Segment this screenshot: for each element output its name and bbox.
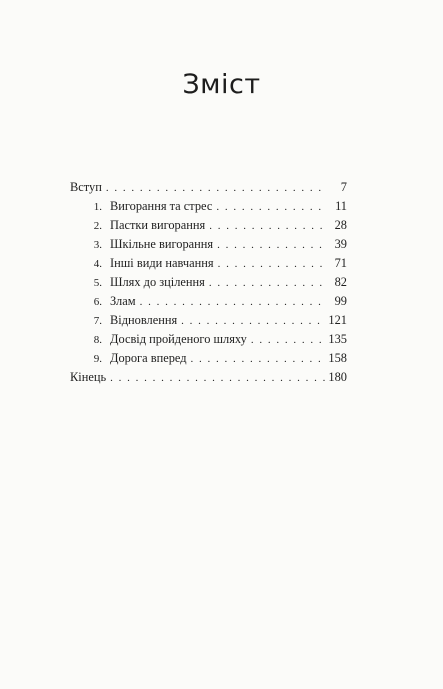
toc-entry-number: 5. — [93, 277, 102, 289]
dot-leader — [110, 369, 325, 386]
dot-leader — [251, 331, 325, 348]
toc-entry-chapter-9[interactable] — [86, 349, 347, 367]
toc-entry-chapter-6[interactable] — [86, 292, 347, 310]
dot-leader — [217, 236, 325, 253]
toc-entry-chapter-8[interactable] — [86, 330, 347, 348]
toc-entry-label: Досвід пройденого шляху — [110, 332, 247, 346]
toc-entry-chapter-5[interactable] — [86, 273, 347, 291]
dot-leader — [218, 255, 325, 272]
toc-entry-label: Кінець — [70, 370, 107, 384]
toc-entry-number: 2. — [93, 220, 102, 232]
dot-leader — [209, 217, 325, 234]
toc-entry-page: 7 — [340, 180, 347, 194]
toc-entry-number: 4. — [93, 258, 102, 270]
toc-entry-label: Вигорання та стрес — [110, 199, 213, 213]
toc-entry-label: Інші види навчання — [110, 256, 214, 270]
dot-leader — [191, 350, 325, 367]
toc-entry-page: 28 — [334, 218, 347, 232]
toc-entry-label: Пастки вигорання — [110, 218, 206, 232]
toc-entry-chapter-1[interactable] — [86, 197, 347, 215]
toc-entry-number: 8. — [93, 334, 102, 346]
toc-entry-chapter-4[interactable] — [86, 254, 347, 272]
dot-leader — [181, 312, 325, 329]
toc-entry-page: 11 — [335, 199, 347, 213]
toc-entry-ending[interactable] — [70, 368, 347, 386]
table-of-contents — [0, 176, 443, 384]
toc-entry-chapter-7[interactable] — [86, 311, 347, 329]
toc-entry-page: 135 — [328, 332, 347, 346]
toc-entry-page: 158 — [328, 351, 347, 365]
page-title: Зміст — [182, 69, 261, 100]
toc-entry-number: 1. — [93, 201, 102, 213]
toc-entry-label: Вступ — [70, 180, 102, 194]
toc-entry-page: 180 — [328, 370, 347, 384]
toc-entry-label: Відновлення — [110, 313, 178, 327]
toc-entry-number: 3. — [93, 239, 102, 251]
toc-entry-label: Дорога вперед — [110, 351, 187, 365]
toc-entry-chapter-2[interactable] — [86, 216, 347, 234]
toc-entry-chapter-3[interactable] — [86, 235, 347, 253]
toc-entry-page: 82 — [334, 275, 347, 289]
toc-entry-intro[interactable] — [70, 178, 347, 196]
toc-entry-page: 99 — [334, 294, 347, 308]
dot-leader — [209, 274, 325, 291]
dot-leader — [216, 198, 325, 215]
dot-leader — [106, 179, 325, 196]
toc-entry-page: 39 — [334, 237, 347, 251]
toc-entry-number: 6. — [93, 296, 102, 308]
toc-entry-number: 9. — [93, 353, 102, 365]
toc-entry-label: Злам — [110, 294, 136, 308]
toc-entry-label: Шкільне вигорання — [110, 237, 214, 251]
toc-entry-number: 7. — [93, 315, 102, 327]
dot-leader — [140, 293, 325, 310]
toc-entry-page: 71 — [334, 256, 347, 270]
toc-entry-label: Шлях до зцілення — [110, 275, 205, 289]
toc-entry-page: 121 — [328, 313, 347, 327]
